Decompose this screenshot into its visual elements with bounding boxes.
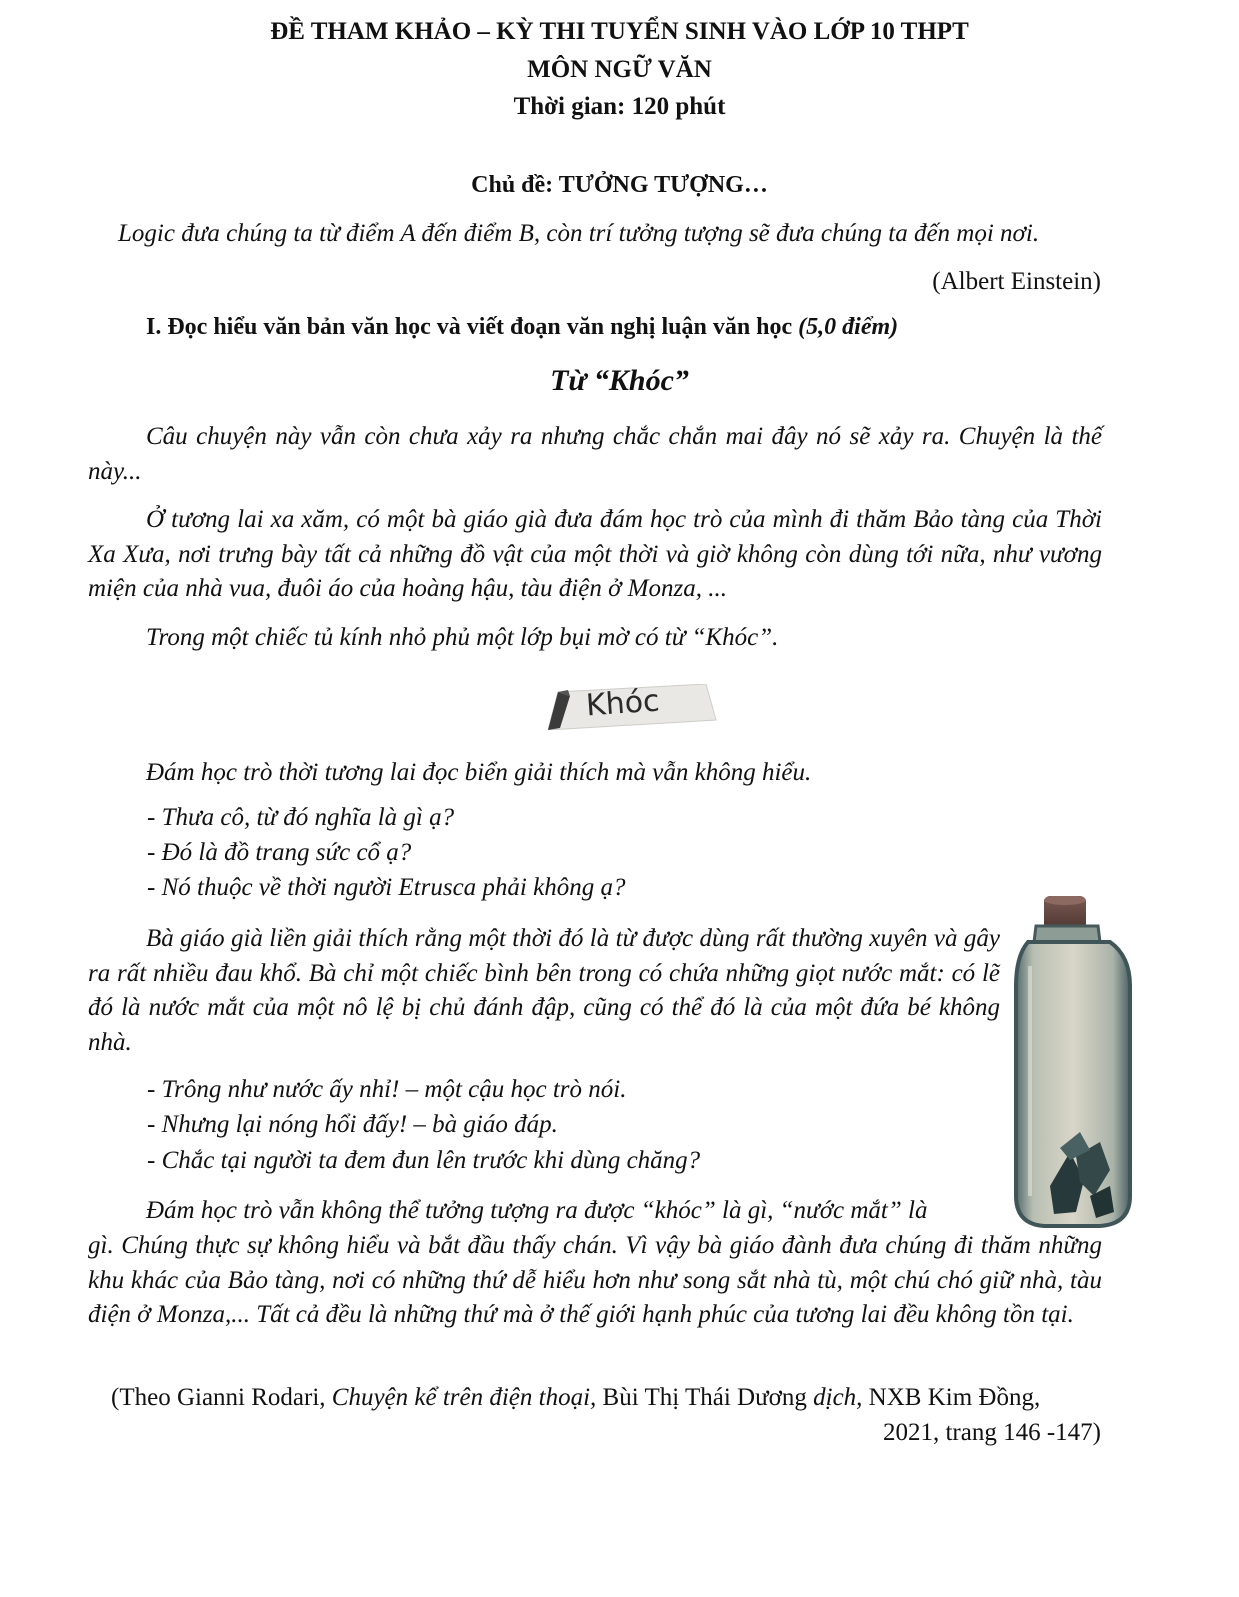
tear-bottle-image — [1010, 896, 1138, 1228]
khoc-sign-image — [548, 684, 718, 730]
story-paragraph-6-first-line: Đám học trò vẫn không thể tưởng tượng ra được “khóc” là gì, “nước mắt” là — [146, 1197, 928, 1224]
sign-label: Khóc — [584, 683, 661, 724]
story-paragraph-1: Câu chuyện này vẫn còn chưa xảy ra nhưng chắc chắn mai đây nó sẽ xảy ra. Chuyện là thế này... — [88, 423, 1102, 485]
story-paragraph-3: Trong một chiếc tủ kính nhỏ phủ một lớp bụi mờ có từ “Khóc”. — [146, 624, 779, 651]
story-paragraph-2: Ở tương lai xa xăm, có một bà giáo già đưa đám học trò của mình đi thăm Bảo tàng của Thời Xa Xưa, nơi trưng bày tất cả những đồ vật của một thời và giờ không còn dùng tới nữa, như vương miện của nhà vua, đuôi áo của hoàng hậu, tàu điện ở Monza, ... — [88, 506, 1102, 602]
section-points: (5,0 điểm) — [798, 314, 899, 340]
dialog-line: - Đó là đồ trang sức cổ ạ? — [147, 839, 412, 866]
source-prefix: (Theo Gianni Rodari, — [111, 1384, 332, 1411]
dialog-line: - Trông như nước ấy nhỉ! – một cậu học trò nói. — [147, 1076, 627, 1103]
dialog-line: - Nó thuộc về thời người Etrusca phải không ạ? — [147, 874, 626, 901]
source-dich: dịch, — [813, 1384, 863, 1411]
story-paragraph-4: Đám học trò thời tương lai đọc biển giải thích mà vẫn không hiểu. — [146, 759, 812, 786]
story-paragraph-6: gì. Chúng thực sự không hiểu và bắt đầu thấy chán. Vì vậy bà giáo đành đưa chúng đi thăm những khu khác của Bảo tàng, nơi có những thứ dễ hiểu hơn như song sắt nhà tù, một chú chó giữ nhà, tàu điện ở Monza,... Tất cả đều là những thứ mà ở thế giới hạnh phúc của tương lai đều không tồn tại. — [88, 1232, 1102, 1328]
exam-duration: Thời gian: 120 phút — [513, 93, 726, 120]
story-paragraph-5: Bà giáo già liền giải thích rằng một thời đó là từ được dùng rất thường xuyên và gây ra rất nhiều đau khổ. Bà chỉ một chiếc bình bên trong có chứa những giọt nước mắt: có lẽ đó là nước mắt của một nô lệ bị chủ đánh đập, cũng có thể đó là của một đứa bé không nhà. — [88, 925, 1000, 1056]
epigraph-quote: Logic đưa chúng ta từ điểm A đến điểm B, còn trí tưởng tượng sẽ đưa chúng ta đến mọi nơi. — [118, 220, 1040, 247]
story-title: Từ “Khóc” — [550, 364, 689, 397]
subject-title: MÔN NGỮ VĂN — [527, 56, 712, 83]
source-citation — [111, 1384, 1040, 1412]
source-book: Chuyện kể trên điện thoại, — [331, 1384, 597, 1411]
dialog-line: - Nhưng lại nóng hổi đấy! – bà giáo đáp. — [147, 1111, 558, 1138]
dialog-line: - Thưa cô, từ đó nghĩa là gì ạ? — [147, 804, 455, 831]
section-title: I. Đọc hiểu văn bản văn học và viết đoạn văn nghị luận văn học — [146, 314, 799, 340]
dialog-line: - Chắc tại người ta đem đun lên trước khi dùng chăng? — [147, 1147, 701, 1174]
source-translator: Bùi Thị Thái Dương — [596, 1384, 814, 1411]
source-publisher: NXB Kim Đồng, — [862, 1384, 1041, 1411]
source-citation-line-2: 2021, trang 146 -147) — [882, 1419, 1101, 1446]
exam-title: ĐỀ THAM KHẢO – KỲ THI TUYỂN SINH VÀO LỚP 10 THPT — [270, 18, 969, 45]
epigraph-author: (Albert Einstein) — [932, 268, 1101, 295]
section-heading — [146, 314, 898, 341]
topic-heading: Chủ đề: TƯỞNG TƯỢNG… — [471, 172, 768, 198]
